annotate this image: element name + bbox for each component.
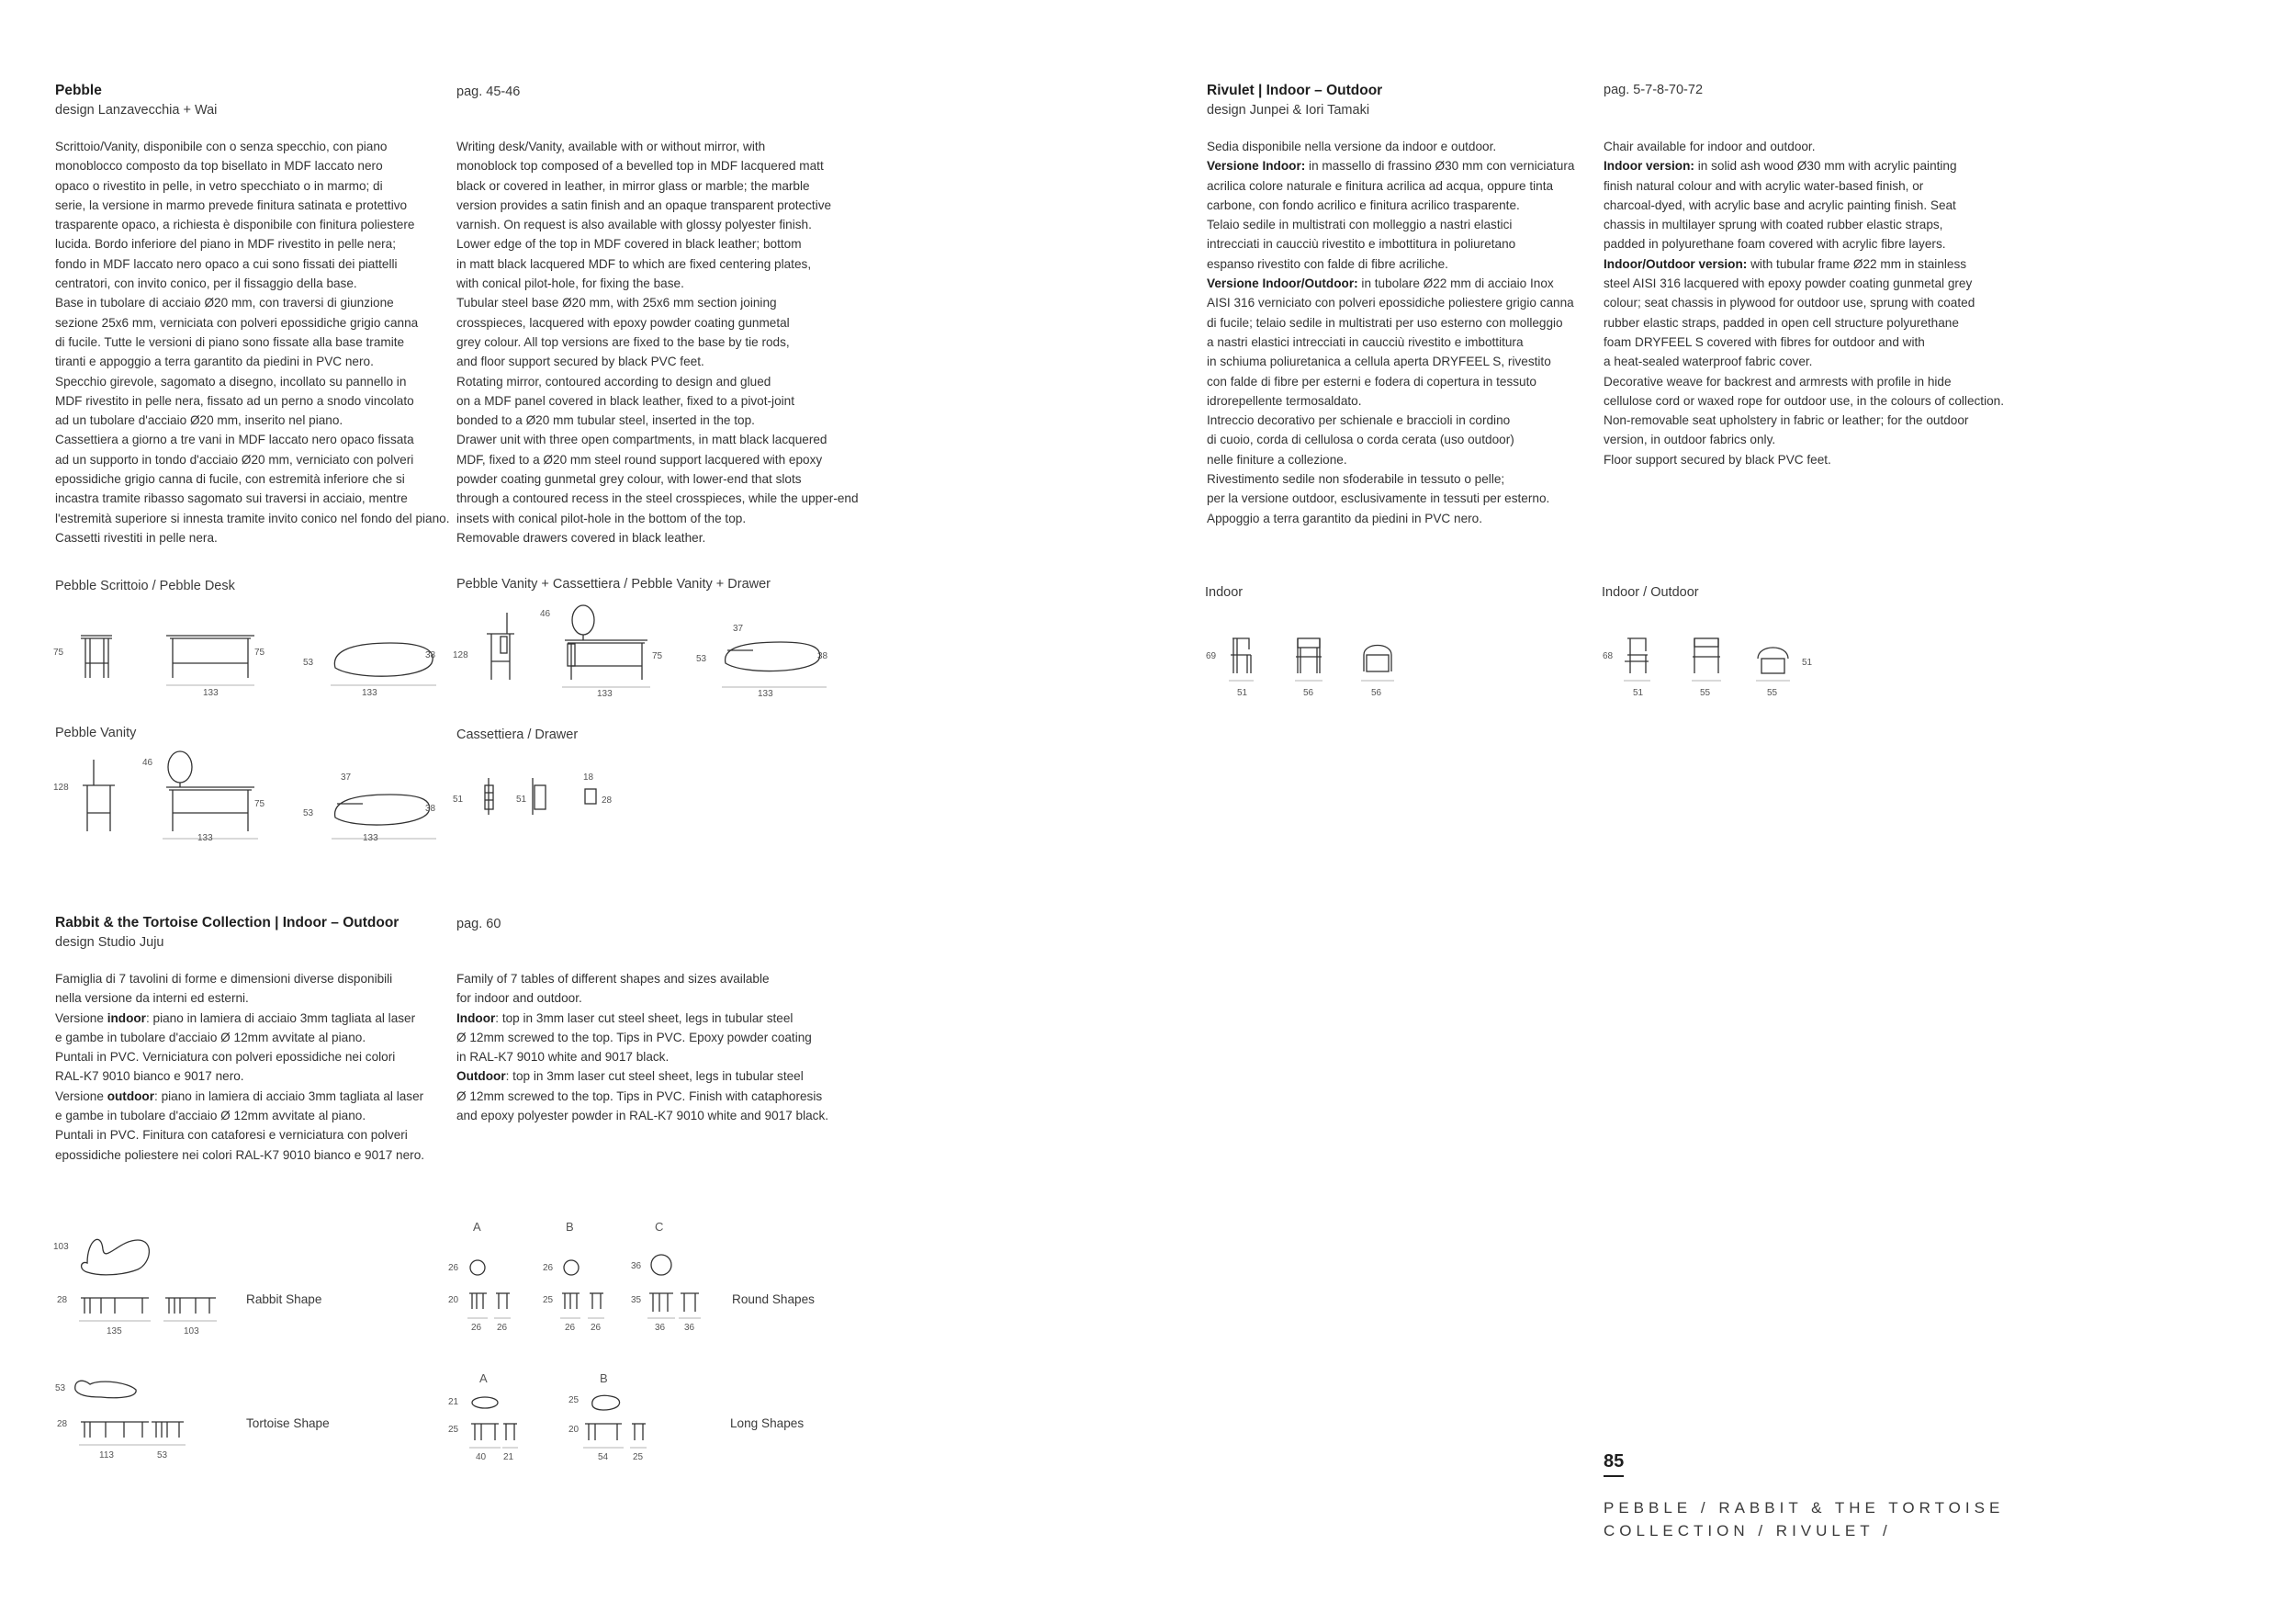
dim-label: 26 (565, 1323, 576, 1333)
rabbit-top-view (82, 1239, 150, 1274)
footer-collections-line1: PEBBLE / RABBIT & THE TORTOISE (1604, 1499, 2005, 1517)
long-shapes-label: Long Shapes (730, 1416, 805, 1430)
dim-label: 26 (471, 1323, 482, 1333)
drawer-drawing (450, 767, 634, 831)
indoor-chair-front (1295, 638, 1322, 681)
dim-label: 20 (568, 1425, 580, 1435)
dim-label: 46 (142, 758, 153, 768)
caption-drawer: Cassettiera / Drawer (456, 727, 579, 742)
dim-label: 53 (696, 654, 707, 664)
dim-label: 53 (303, 658, 314, 668)
dim-label: 38 (817, 651, 828, 661)
rivulet-title: Rivulet | Indoor – Outdoor (1207, 83, 1383, 98)
pebble-designer: design Lanzavecchia + Wai (55, 103, 218, 118)
tortoise-shape-drawing (46, 1373, 230, 1465)
dim-label: 26 (448, 1263, 459, 1273)
dim-label: 53 (303, 808, 314, 818)
round-shapes-label: Round Shapes (732, 1292, 815, 1306)
page-number-underline (1604, 1475, 1624, 1477)
dim-label: 51 (1237, 688, 1248, 698)
rivulet-indoor-outdoor-drawing (1600, 629, 1820, 703)
dim-label: 37 (733, 624, 744, 634)
dim-label: 21 (503, 1452, 514, 1462)
desk-top-view (331, 643, 436, 685)
dim-label: 18 (583, 773, 594, 783)
drawer-front-view (485, 778, 493, 815)
dim-label: 36 (684, 1323, 695, 1333)
dim-label: 51 (1802, 658, 1813, 668)
rivulet-page-ref: pag. 5-7-8-70-72 (1604, 83, 1704, 97)
long-a (469, 1397, 518, 1448)
dim-label: 54 (598, 1452, 609, 1462)
rabbit-shape-drawing (46, 1222, 230, 1336)
dim-label: 133 (758, 689, 773, 699)
dim-label: 38 (425, 650, 436, 660)
dim-label: 68 (1603, 651, 1614, 661)
dim-label: 26 (591, 1323, 602, 1333)
caption-rivulet-indoor: Indoor (1205, 585, 1244, 600)
page-number: 85 (1604, 1451, 1625, 1472)
pebble-title: Pebble (55, 83, 102, 98)
dim-label: 28 (602, 795, 613, 806)
tortoise-side-view-short (151, 1422, 186, 1445)
io-chair-side (1624, 638, 1650, 681)
dim-label: 133 (197, 833, 213, 843)
dim-label: 37 (341, 773, 352, 783)
variant-letter: A (479, 1371, 488, 1385)
rabbit-side-view-long (79, 1298, 151, 1321)
tortoise-top-view (75, 1381, 136, 1398)
io-chair-top (1756, 648, 1790, 681)
dim-label: 103 (184, 1326, 199, 1336)
dim-label: 53 (157, 1450, 168, 1460)
drawer-side-view (533, 778, 546, 815)
vanity-only-top-view (332, 795, 436, 839)
dim-label: 135 (107, 1326, 122, 1336)
dim-label: 56 (1371, 688, 1382, 698)
round-a (467, 1260, 511, 1318)
dim-label: 36 (631, 1261, 642, 1271)
drawer-top-view (585, 789, 596, 804)
round-shapes-drawing (445, 1217, 748, 1341)
dim-label: 133 (203, 688, 219, 698)
io-chair-front (1692, 638, 1721, 681)
vanity-side-view (487, 613, 514, 680)
dim-label: 25 (568, 1395, 580, 1405)
dim-label: 26 (543, 1263, 554, 1273)
dim-label: 69 (1206, 651, 1217, 661)
rivulet-indoor-drawing (1203, 629, 1424, 703)
rabbit-side-view-short (163, 1298, 217, 1321)
desk-side-view (81, 636, 112, 678)
dim-label: 56 (1303, 688, 1314, 698)
dim-label: 55 (1700, 688, 1711, 698)
rivulet-text-it: Sedia disponibile nella versione da indoor e outdoor. Versione Indoor: in massello di frassino Ø30 mm con verniciatura acrilica colore naturale e finitura acrilica ad acqua, oppure tinta carbone, con fondo acrilico e finitura acrilico trasparente. Telaio sedile in multistrati con molleggio a nastri elastici intrecciati in caucciù rivestito e imbottitura in poliuretano espanso rivestito con falde di fibre acriliche. Versione Indoor/Outdoor: in tubolare Ø22 mm di acciaio Inox AISI 316 verniciato con polveri epossidiche poliestere grigio canna di fucile; telaio sedile in multistrati per uso esterno con molleggio a nastri elastici intrecciati in caucciù rivestito e imbottitura in schiuma poliuretanica a cellula aperta DRYFEEL S, rivestito con falde di fibre per esterni e fodera di copertura in tessuto idrorepellente termosaldato. Intreccio decorativo per schienale e braccioli in cordino di cuoio, corda di cellulosa o corda cerata (uso outdoor) nelle finiture a collezione. Rivestimento sedile non sfoderabile in tessuto o pelle; per la versione outdoor, esclusivamente in tessuti per esterno. Appoggio a terra garantito da piedini in PVC nero. (1207, 140, 1575, 525)
rabbit-text-it: Famiglia di 7 tavolini di forme e dimensioni diverse disponibili nella versione da interni ed esterni. Versione indoor: piano in lamiera di acciaio 3mm tagliata al laser e gambe in tubolare d'acciaio Ø 12mm avvitate al piano. Puntali in PVC. Verniciatura con polveri epossidiche nei colori RAL-K7 9010 bianco e 9017 nero. Versione outdoor: piano in lamiera di acciaio 3mm tagliata al laser e gambe in tubolare d'acciaio Ø 12mm avvitate al piano. Puntali in PVC. Finitura con cataforesi e verniciatura con polveri epossidiche poliestere nei colori RAL-K7 9010 bianco e 9017 nero. (55, 972, 425, 1162)
tortoise-shape-label: Tortoise Shape (246, 1416, 330, 1430)
dim-label: 51 (453, 795, 464, 805)
dim-label: 40 (476, 1452, 487, 1462)
dim-label: 35 (631, 1295, 642, 1305)
tortoise-side-view-long (79, 1422, 151, 1445)
caption-pebble-desk: Pebble Scrittoio / Pebble Desk (55, 579, 235, 593)
rabbit-designer: design Studio Juju (55, 935, 164, 950)
desk-front-view (166, 636, 254, 685)
long-b (583, 1395, 647, 1448)
vanity-only-front-view (163, 751, 258, 839)
dim-label: 128 (453, 650, 468, 660)
dim-label: 26 (497, 1323, 508, 1333)
dim-label: 133 (362, 688, 377, 698)
dim-label: 25 (633, 1452, 644, 1462)
dim-label: 36 (655, 1323, 666, 1333)
caption-rivulet-indoor-outdoor: Indoor / Outdoor (1602, 585, 1699, 600)
pebble-vanity-drawing (51, 749, 436, 850)
pebble-desk-drawing (51, 615, 436, 707)
dim-label: 113 (99, 1450, 114, 1460)
rivulet-designer: design Junpei & Iori Tamaki (1207, 103, 1370, 118)
rabbit-title: Rabbit & the Tortoise Collection | Indoor – Outdoor (55, 915, 400, 930)
rivulet-text-en: Chair available for indoor and outdoor. Indoor version: in solid ash wood Ø30 mm with acrylic painting finish natural colour and with acrylic water-based finish, or charcoal-dyed, with acrylic base and acrylic painting finish. Seat chassis in multilayer sprung with coated rubber elastic straps, padded in polyurethane foam covered with acrylic fibre layers. Indoor/Outdoor version: with tubular frame Ø22 mm in stainless steel AISI 316 lacquered with epoxy powder coating gunmetal grey colour; seat chassis in plywood for outdoor use, sprung with coated rubber elastic straps, padded in open cell structure polyurethane foam DRYFEEL S covered with fibres for outdoor and with a heat-sealed waterproof fabric cover. Decorative weave for backrest and armrests with profile in hide cellulose cord or waxed rope for outdoor use, in the colours of collection. Non-removable seat upholstery in fabric or leather; for the outdoor version, in outdoor fabrics only. Floor support secured by black PVC feet. (1604, 140, 2004, 467)
dim-label: 133 (597, 689, 613, 699)
dim-label: 75 (652, 651, 663, 661)
variant-letter: C (655, 1220, 664, 1234)
dim-label: 20 (448, 1295, 459, 1305)
pebble-vanity-drawer-drawing (450, 602, 836, 703)
variant-letter: B (566, 1220, 574, 1234)
caption-pebble-vanity-drawer: Pebble Vanity + Cassettiera / Pebble Vanity + Drawer (456, 577, 771, 592)
dim-label: 28 (57, 1295, 68, 1305)
dim-label: 51 (1633, 688, 1644, 698)
dim-label: 25 (543, 1295, 554, 1305)
round-b (560, 1260, 604, 1318)
dim-label: 28 (57, 1419, 68, 1429)
dim-label: 128 (53, 783, 69, 793)
dim-label: 75 (254, 648, 265, 658)
footer-collections-line2: COLLECTION / RIVULET / (1604, 1522, 1892, 1539)
dim-label: 55 (1767, 688, 1778, 698)
pebble-page-ref: pag. 45-46 (456, 85, 521, 99)
pebble-text-it: Scrittoio/Vanity, disponibile con o senza specchio, con piano monoblocco composto da top bisellato in MDF laccato nero opaco o rivestito in pelle, in vetro specchiato o in marmo; di serie, la versione in marmo prevede finitura satinata e protettivo trasparente opaco, a richiesta è disponibile con finitura poliestere lucida. Bordo inferiore del piano in MDF rivestito in pelle nera; fondo in MDF laccato nero opaco a cui sono fissati dei piattelli centratori, con invito conico, per il fissaggio della base. Base in tubolare di acciaio Ø20 mm, con traversi di giunzione sezione 25x6 mm, verniciata con polveri epossidiche grigio canna di fucile. Tutte le versioni di piano sono fissate alla base tramite tiranti e appoggio a terra garantito da piedini in PVC nero. Specchio girevole, sagomato a disegno, incollato su pannello in MDF rivestito in pelle nera, fissato ad un perno a snodo vincolato ad un tubolare d'acciaio Ø20 mm, inserito nel piano. Cassettiera a giorno a tre vani in MDF laccato nero opaco fissata ad un supporto in tondo d'acciaio Ø20 mm, verniciato con polveri epossidiche grigio canna di fucile, con estremità inferiore che si incastra tramite ribasso sagomato sui traversi in acciaio, mentre l'estremità superiore si innesta tramite invito conico nel fondo del piano. Cassetti rivestiti in pelle nera. (55, 140, 450, 545)
dim-label: 53 (55, 1383, 66, 1393)
vanity-only-side-view (83, 760, 115, 831)
vanity-top-view (722, 642, 827, 687)
long-shapes-drawing (445, 1369, 666, 1470)
indoor-chair-top (1361, 646, 1394, 682)
dim-label: 21 (448, 1397, 459, 1407)
dim-label: 75 (53, 648, 64, 658)
dim-label: 25 (448, 1425, 459, 1435)
rabbit-text-en: Family of 7 tables of different shapes and sizes available for indoor and outdoor. Indoor: top in 3mm laser cut steel sheet, legs in tubular steel Ø 12mm screwed to the top. Tips in PVC. Epoxy powder coating in RAL-K7 9010 white and 9017 black. Outdoor: top in 3mm laser cut steel sheet, legs in tubular steel Ø 12mm screwed to the top. Tips in PVC. Finish with cataphoresis and epoxy polyester powder in RAL-K7 9010 white and 9017 black. (456, 972, 829, 1123)
vanity-front-view (562, 605, 650, 687)
caption-pebble-vanity: Pebble Vanity (55, 726, 137, 740)
dim-label: 133 (363, 833, 378, 843)
dim-label: 51 (516, 795, 527, 805)
dim-label: 103 (53, 1242, 69, 1252)
dim-label: 38 (425, 804, 436, 814)
dim-label: 75 (254, 799, 265, 809)
variant-letter: A (473, 1220, 481, 1234)
round-c (647, 1255, 701, 1318)
variant-letter: B (600, 1371, 608, 1385)
rabbit-page-ref: pag. 60 (456, 917, 501, 931)
pebble-text-en: Writing desk/Vanity, available with or without mirror, with monoblock top composed of a bevelled top in MDF lacquered matt black or covered in leather, in mirror glass or marble; the marble version provides a satin finish and an opaque transparent protective varnish. On request is also available with glossy polyester finish. Lower edge of the top in MDF covered in black leather; bottom in matt black lacquered MDF to which are fixed centering plates, with conical pilot-hole, for fixing the base. Tubular steel base Ø20 mm, with 25x6 mm section joining crosspieces, lacquered with epoxy powder coating gunmetal grey colour. All top versions are fixed to the base by tie rods, and floor support secured by black PVC feet. Rotating mirror, contoured according to design and glued on a MDF panel covered in black leather, fixed to a pivot-joint bonded to a Ø20 mm tubular steel, inserted in the top. Drawer unit with three open compartments, in matt black lacquered MDF, fixed to a Ø20 mm steel round support lacquered with epoxy powder coating gunmetal grey colour, with lower-end that slots through a contoured recess in the steel crosspieces, while the upper-end insets with conical pilot-hole in the bottom of the top. Removable drawers covered in black leather. (456, 140, 859, 545)
dim-label: 46 (540, 609, 551, 619)
rabbit-shape-label: Rabbit Shape (246, 1292, 322, 1306)
indoor-chair-side (1229, 638, 1254, 681)
